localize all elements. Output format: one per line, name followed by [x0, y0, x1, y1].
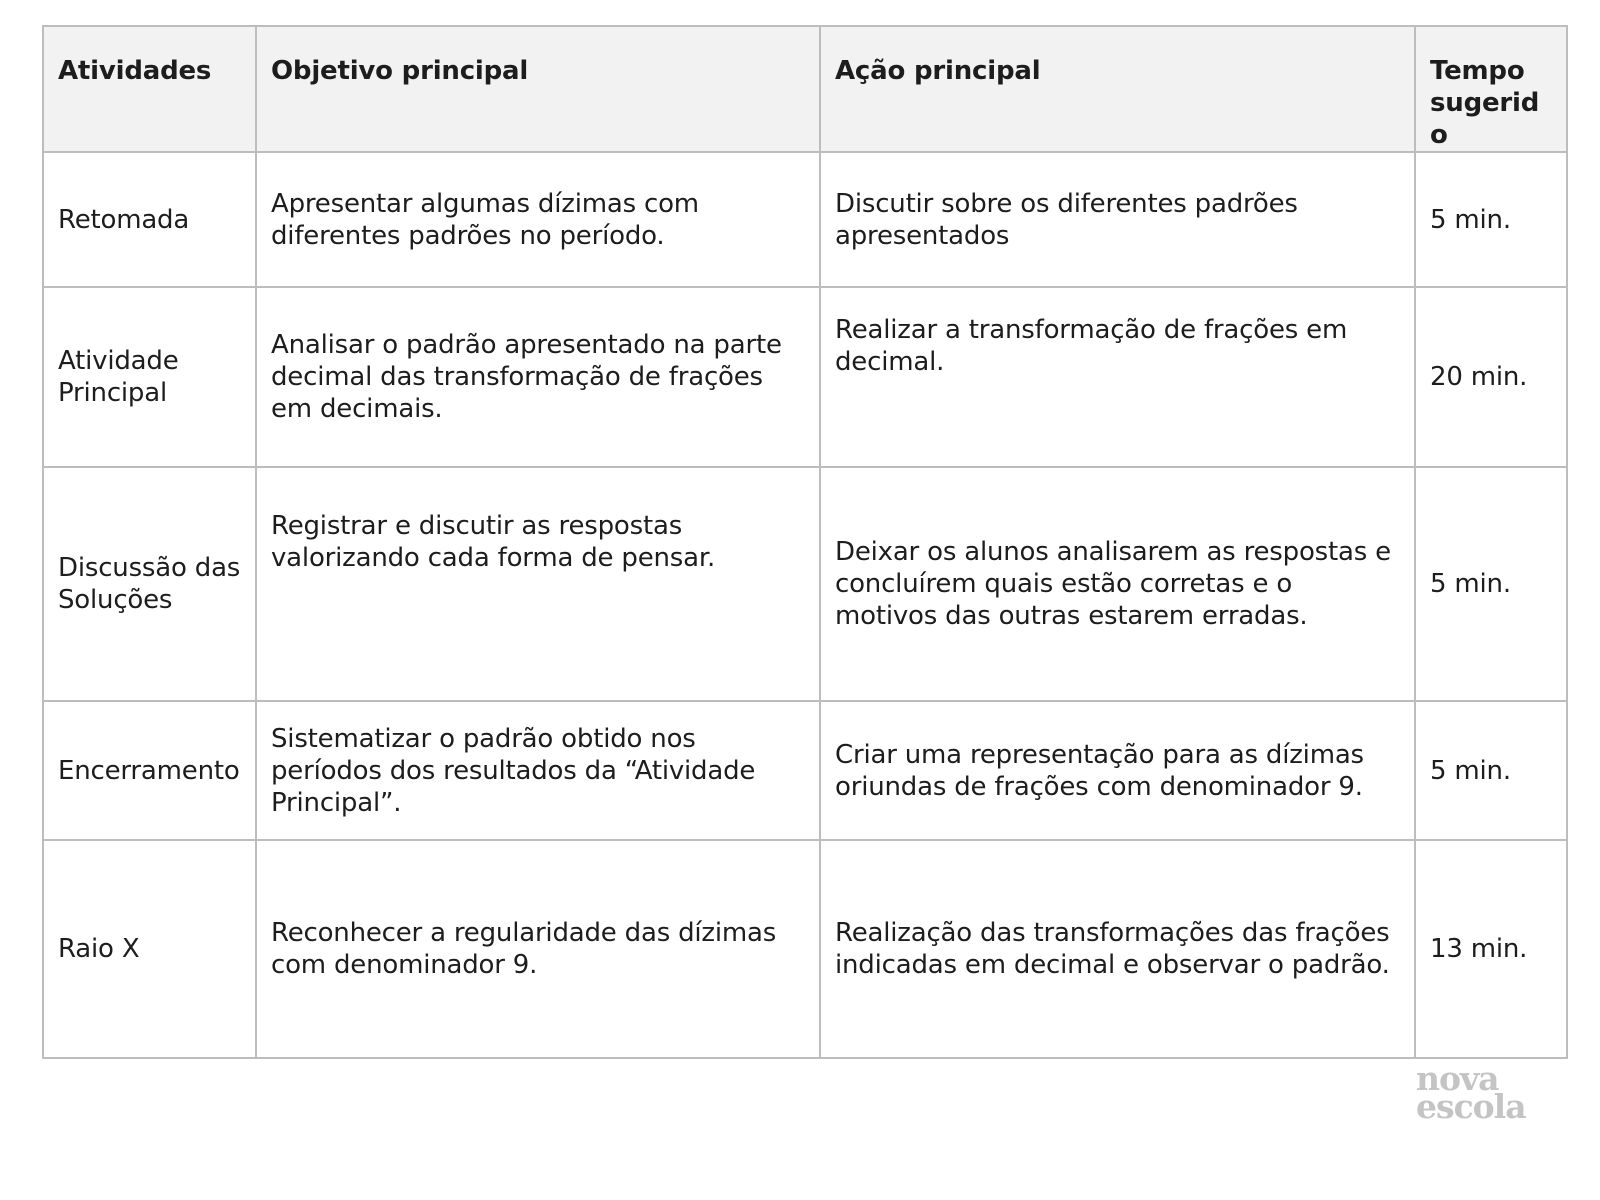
- cell-objetivo: Apresentar algumas dízimas com diferentes padrões no período.: [256, 152, 820, 287]
- table-header-row: [43, 26, 1567, 152]
- cell-objetivo: Reconhecer a regularidade das dízimas com denominador 9.: [256, 840, 820, 1058]
- cell-acao: Realizar a transformação de frações em decimal.: [820, 287, 1415, 467]
- cell-acao: Criar uma representação para as dízimas oriundas de frações com denominador 9.: [820, 701, 1415, 840]
- header-acao-principal: Ação principal: [820, 26, 1415, 152]
- nova-escola-logo: [1416, 1059, 1536, 1126]
- table-row: [43, 701, 1567, 840]
- logo-line-1: nova: [1416, 1059, 1499, 1098]
- cell-acao: Realização das transformações das frações indicadas em decimal e observar o padrão.: [820, 840, 1415, 1058]
- header-atividades: Atividades: [43, 26, 256, 152]
- lesson-plan-table: [42, 25, 1568, 1059]
- cell-tempo: 20 min.: [1415, 287, 1567, 467]
- cell-objetivo: Registrar e discutir as respostas valorizando cada forma de pensar.: [256, 467, 820, 701]
- cell-tempo: 5 min.: [1415, 701, 1567, 840]
- header-tempo-sugerido: Tempo sugerido: [1415, 26, 1567, 152]
- cell-objetivo: Analisar o padrão apresentado na parte decimal das transformação de frações em decimais.: [256, 287, 820, 467]
- cell-objetivo: Sistematizar o padrão obtido nos períodos dos resultados da “Atividade Principal”.: [256, 701, 820, 840]
- cell-atividade: Raio X: [43, 840, 256, 1058]
- table-row: [43, 840, 1567, 1058]
- cell-atividade: Encerramento: [43, 701, 256, 840]
- cell-atividade: Atividade Principal: [43, 287, 256, 467]
- cell-atividade: Retomada: [43, 152, 256, 287]
- table-row: [43, 152, 1567, 287]
- cell-tempo: 5 min.: [1415, 467, 1567, 701]
- cell-tempo: 5 min.: [1415, 152, 1567, 287]
- cell-atividade: Discussão das Soluções: [43, 467, 256, 701]
- table-row: [43, 467, 1567, 701]
- cell-acao: Deixar os alunos analisarem as respostas e concluírem quais estão corretas e o motivos das outras estarem erradas.: [820, 467, 1415, 701]
- logo-line-2: escola: [1416, 1087, 1526, 1126]
- header-objetivo-principal: Objetivo principal: [256, 26, 820, 152]
- table-row: [43, 287, 1567, 467]
- cell-acao: Discutir sobre os diferentes padrões apresentados: [820, 152, 1415, 287]
- cell-tempo: 13 min.: [1415, 840, 1567, 1058]
